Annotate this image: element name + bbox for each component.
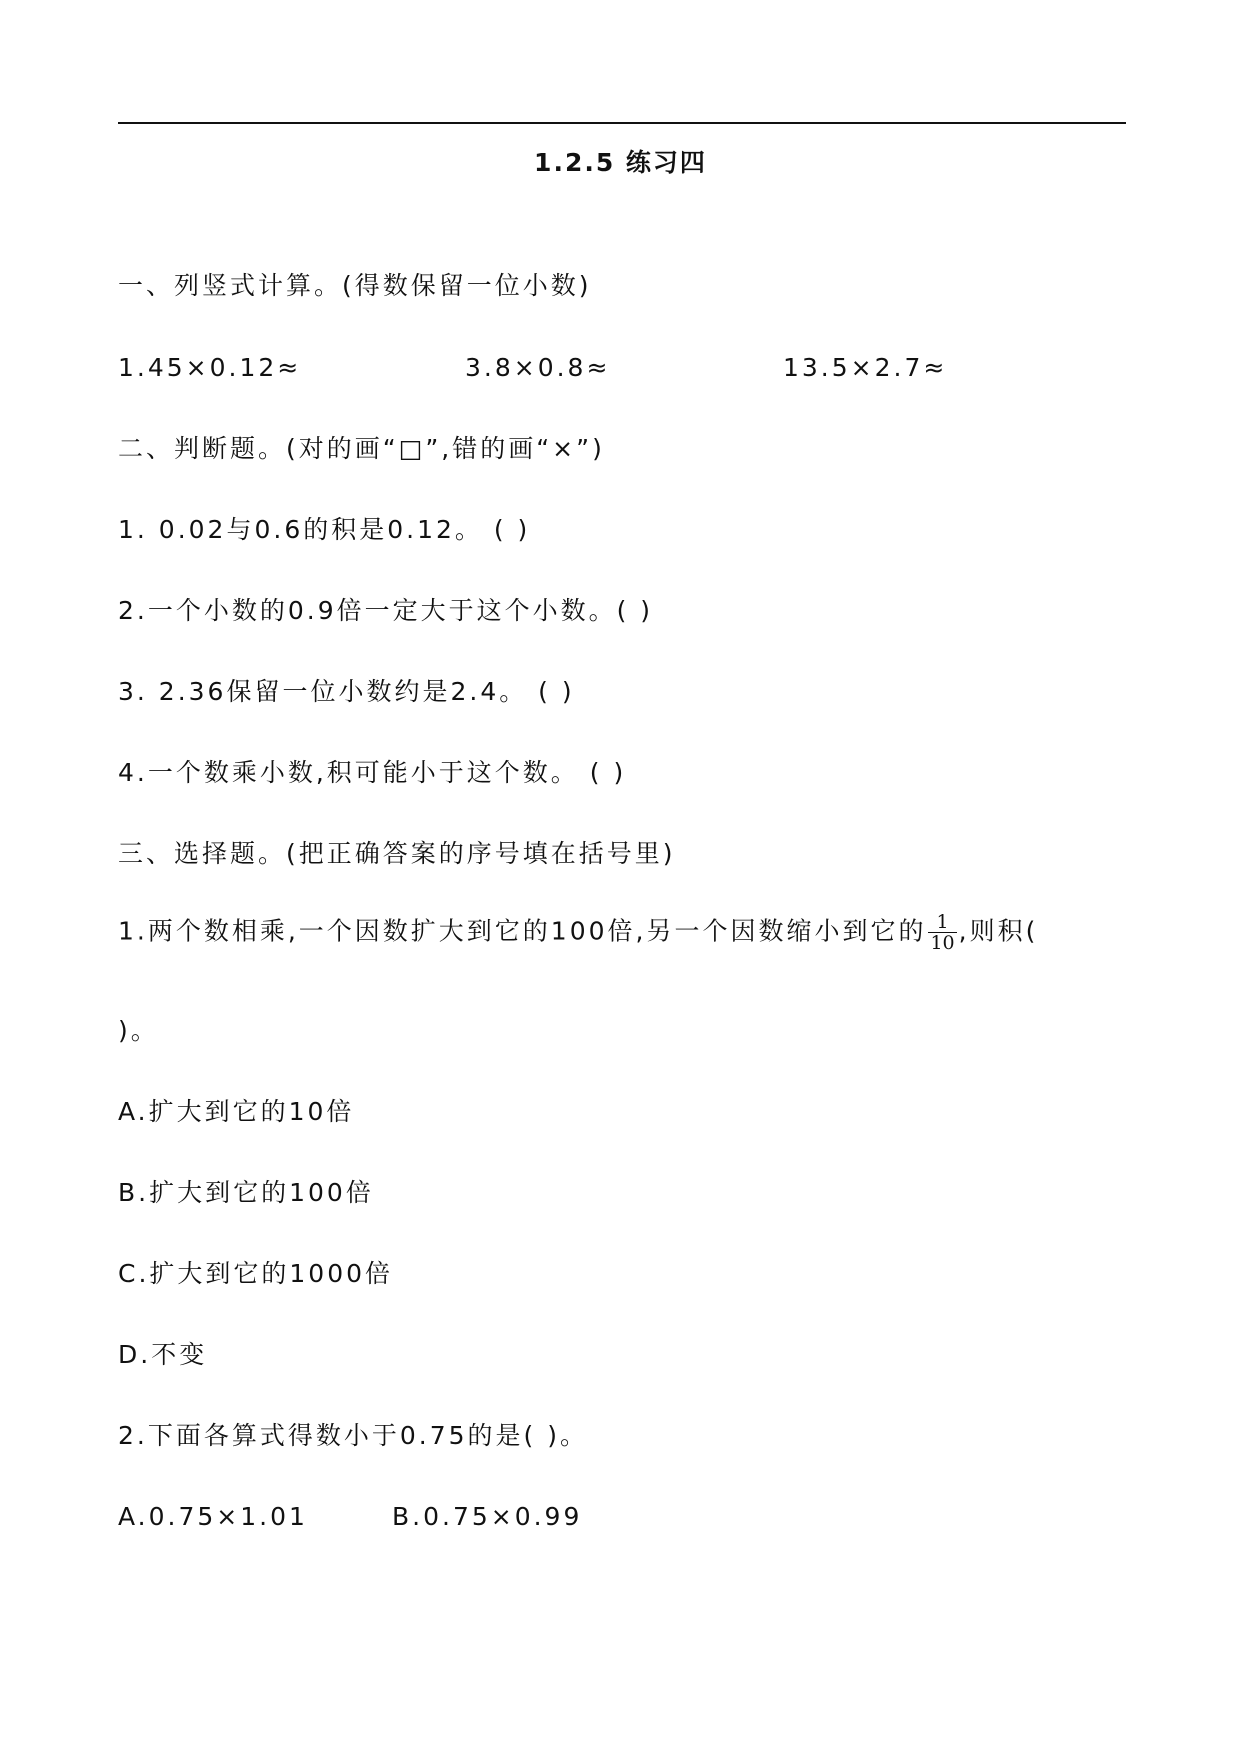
choice-q1-stem xyxy=(118,912,1038,953)
section3-heading: 三、选择题。(把正确答案的序号填在括号里) xyxy=(118,839,676,868)
fraction-one-tenth xyxy=(928,912,956,953)
choice-q1-option-a: A.扩大到它的10倍 xyxy=(118,1097,355,1126)
choice-q1-option-b: B.扩大到它的100倍 xyxy=(118,1178,374,1207)
choice-q1-continued: )。 xyxy=(118,1016,159,1045)
choice-q2-option-b: B.0.75×0.99 xyxy=(392,1502,583,1531)
choice-q1-tail: ,则积( xyxy=(958,916,1039,946)
choice-q1-text: 1.两个数相乘,一个因数扩大到它的100倍,另一个因数缩小到它的 xyxy=(118,916,927,946)
choice-q1-option-c: C.扩大到它的1000倍 xyxy=(118,1259,394,1288)
calc-item-1: 1.45×0.12≈ xyxy=(118,353,302,382)
choice-q1-option-d: D.不变 xyxy=(118,1340,208,1369)
section2-heading: 二、判断题。(对的画“□”,错的画“×”) xyxy=(118,434,605,463)
fraction-denominator: 10 xyxy=(930,932,955,954)
judge-item-2: 2.一个小数的0.9倍一定大于这个小数。( ) xyxy=(118,596,654,625)
judge-item-3: 3. 2.36保留一位小数约是2.4。 ( ) xyxy=(118,677,575,706)
section1-heading: 一、列竖式计算。(得数保留一位小数) xyxy=(118,271,592,300)
fraction-numerator: 1 xyxy=(928,912,956,933)
judge-item-4: 4.一个数乘小数,积可能小于这个数。 ( ) xyxy=(118,758,627,787)
header-rule xyxy=(118,122,1126,124)
choice-q2-stem: 2.下面各算式得数小于0.75的是( )。 xyxy=(118,1421,588,1450)
calc-item-3: 13.5×2.7≈ xyxy=(783,353,948,382)
judge-item-1: 1. 0.02与0.6的积是0.12。 ( ) xyxy=(118,515,531,544)
choice-q2-option-a: A.0.75×1.01 xyxy=(118,1502,308,1531)
page-title: 1.2.5 练习四 xyxy=(534,148,707,177)
calc-item-2: 3.8×0.8≈ xyxy=(465,353,611,382)
